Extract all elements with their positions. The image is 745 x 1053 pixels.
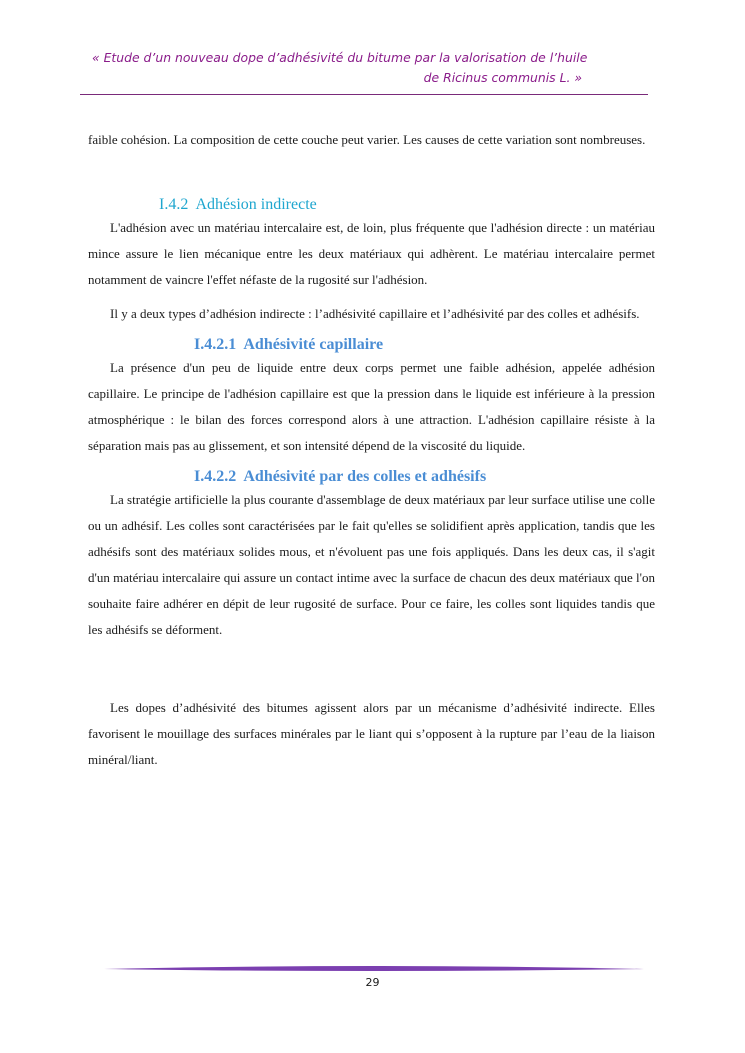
page-header — [80, 50, 648, 95]
section-title: Adhésivité par des colles et adhésifs — [243, 468, 487, 485]
footer-rule-shape — [104, 966, 644, 971]
section-number: I.4.2.1 — [194, 336, 237, 353]
header-title-line-1: « Etude d’un nouveau dope d’adhésivité du bitume par la valorisation de l’huile — [92, 50, 588, 65]
section-heading-adhesivite-capillaire — [194, 335, 655, 355]
document-body — [88, 127, 655, 773]
intro-paragraph: faible cohésion. La composition de cette couche peut varier. Les causes de cette variation sont nombreuses. — [88, 132, 646, 147]
footer-decorative-rule — [104, 964, 644, 974]
page-number: 29 — [365, 976, 380, 989]
spacer — [88, 643, 655, 695]
section-title: Adhésivité capillaire — [243, 336, 384, 353]
section-number: I.4.2.2 — [194, 468, 237, 485]
paragraph-colles-adhesifs: La stratégie artificielle la plus courante d'assemblage de deux matériaux par leur surface utilise une colle ou un adhésif. Les colles sont caractérisées par le fait qu'elles se solidifient après application, tandis que les adhésifs sont des matériaux solides mous, et n'évoluent pas une fois appliqués. Dans les deux cas, il s'agit d'un matériau intercalaire qui assure un contact intime avec la surface de chacun des deux matériaux que l'on souhaite faire adhérer en dépit de leur rugosité de surface. Pour ce faire, les colles sont liquides tandis que les adhésifs se déforment. — [88, 492, 655, 637]
section-number: I.4.2 — [159, 196, 189, 213]
header-title-line-2: de Ricinus communis L. » — [423, 70, 582, 85]
paragraph-adhesion-indirecte-2: Il y a deux types d’adhésion indirecte : l’adhésivité capillaire et l’adhésivité par des colles et adhésifs. — [110, 306, 640, 321]
closing-paragraph: Les dopes d’adhésivité des bitumes agissent alors par un mécanisme d’adhésivité indirecte. Elles favorisent le mouillage des surfaces minérales par le liant qui s’opposent à la rupture par l’eau de la liaison minéral/liant. — [88, 700, 655, 767]
paragraph-adhesion-indirecte-1: L'adhésion avec un matériau intercalaire est, de loin, plus fréquente que l'adhésion directe : un matériau mince assure le lien mécanique entre les deux matériaux qui adhèrent. Le matériau intercalaire permet notamment de vaincre l'effet néfaste de la rugosité sur l'adhésion. — [88, 220, 655, 287]
section-title: Adhésion indirecte — [195, 196, 317, 213]
section-heading-colles-adhesifs — [194, 467, 655, 487]
section-heading-adhesion-indirecte — [159, 195, 655, 215]
paragraph-adhesivite-capillaire: La présence d'un peu de liquide entre deux corps permet une faible adhésion, appelée adhésion capillaire. Le principe de l'adhésion capillaire est que la pression dans le liquide est inférieure à la pression atmosphérique : le bilan des forces correspond alors à une attraction. L'adhésion capillaire résiste à la séparation mais pas au glissement, et son intensité dépend de la viscosité du liquide. — [88, 360, 655, 453]
